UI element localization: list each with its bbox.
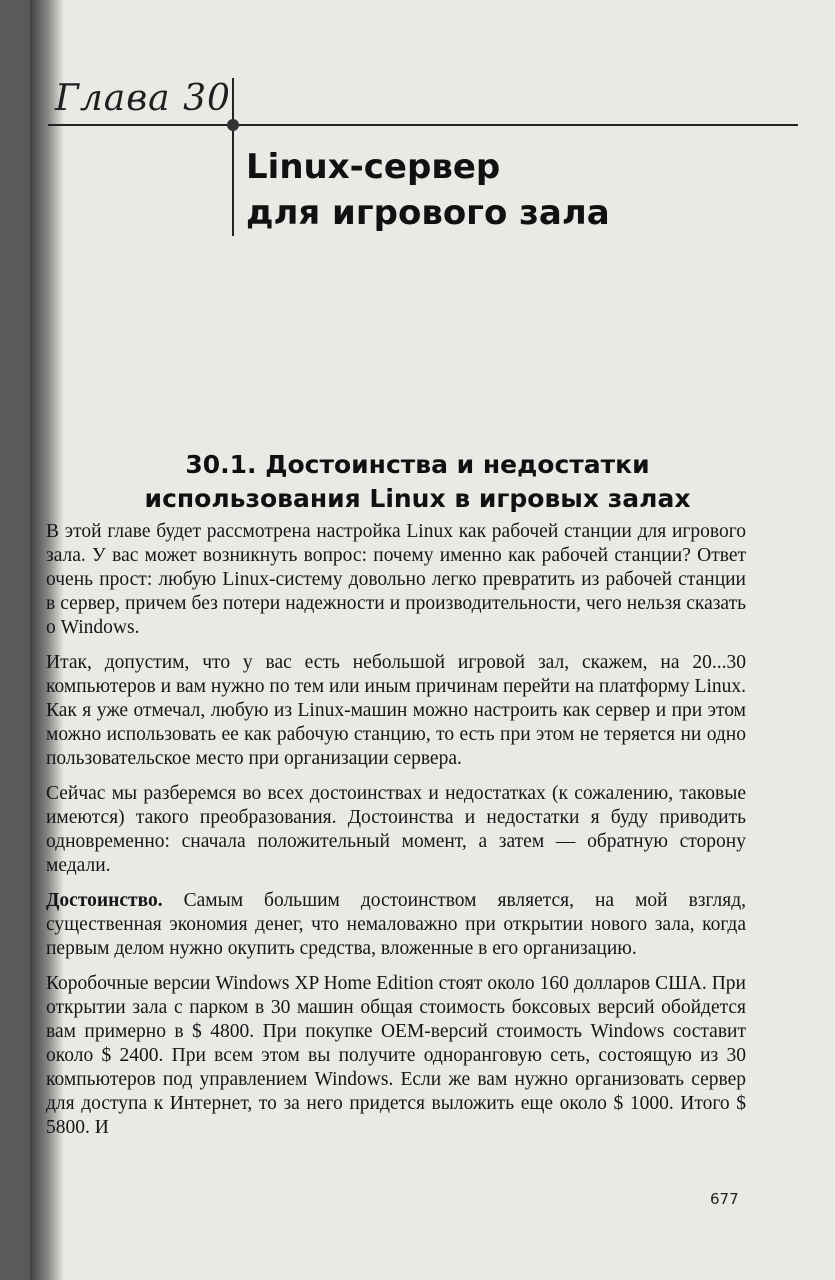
chapter-title-line-1: Linux-сервер: [246, 147, 501, 187]
paragraph: В этой главе будет рассмотрена настройка Linux как рабочей станции для игрового зала. У вас может возникнуть вопрос: почему именно как рабочей станции? Ответ очень прост: любую Linux-систему довольно легко превратить из рабочей станции в сервер, причем без потери надежности и производительности, чего нельзя сказать о Windows.: [46, 521, 746, 638]
chapter-title: [246, 144, 610, 236]
chapter-title-line-2: для игрового зала: [246, 193, 610, 233]
section-title: [50, 448, 785, 516]
header-vertical-rule: [232, 78, 234, 236]
paragraph: Итак, допустим, что у вас есть небольшой игровой зал, скажем, на 20...30 компьютеров и вам нужно по тем или иным причинам перейти на платформу Linux. Как я уже отмечал, любую из Linux-машин можно настроить как сервер и при этом можно использовать ее как рабочую станцию, то есть при этом не теряется ни одно пользовательское место при организации сервера.: [46, 652, 746, 769]
section-title-line-2: использования Linux в игровых залах: [144, 484, 691, 513]
advantage-text: Самым большим достоинством является, на мой взгляд, существенная экономия денег, что немаловажно при открытии нового зала, когда первым делом нужно окупить средства, вложенные в его организацию.: [46, 890, 746, 959]
paragraph: Коробочные версии Windows XP Home Edition стоят около 160 долларов США. При открытии зала с парком в 30 машин общая стоимость боксовых версий обойдется вам примерно в $ 4800. При покупке OEM-версий стоимость Windows составит около $ 2400. При всем этом вы получите одноранговую сеть, состоящую из 30 компьютеров под управлением Windows. Если же вам нужно организовать сервер для доступа к Интернет, то за него придется выложить еще около $ 1000. Итого $ 5800. И: [46, 973, 746, 1138]
body-text: [46, 520, 746, 1140]
advantage-paragraph: [46, 889, 746, 961]
chapter-label: Глава 30: [55, 78, 231, 119]
header-rule-dot: [227, 119, 239, 131]
section-title-line-1: 30.1. Достоинства и недостатки: [185, 450, 650, 479]
book-page: [30, 0, 835, 1280]
advantage-lead: Достоинство.: [46, 890, 163, 911]
header-horizontal-rule: [48, 124, 798, 126]
paragraph: Сейчас мы разберемся во всех достоинствах и недостатках (к сожалению, таковые имеются) такого преобразования. Достоинства и недостатки я буду приводить одновременно: сначала положительный момент, а затем — обратную сторону медали.: [46, 783, 746, 876]
page-number: 677: [710, 1190, 739, 1208]
